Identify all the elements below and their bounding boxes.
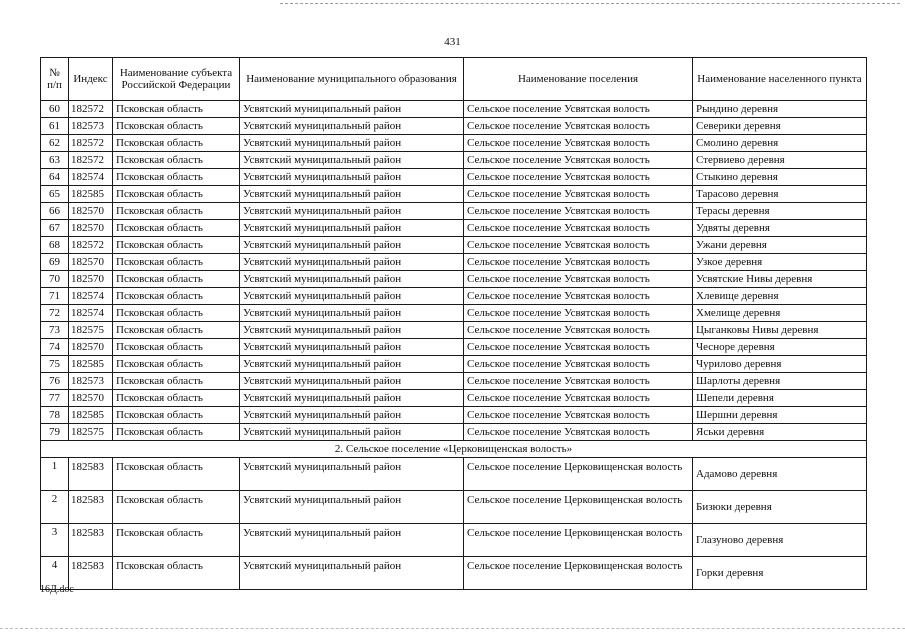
header-index: Индекс xyxy=(69,58,113,101)
municipality-name: Усвятский муниципальный район xyxy=(240,356,464,373)
locality-name: Удвяты деревня xyxy=(693,220,867,237)
municipality-name: Усвятский муниципальный район xyxy=(240,118,464,135)
settlement-name: Сельское поселение Усвятская волость xyxy=(464,271,693,288)
postal-index: 182573 xyxy=(69,373,113,390)
subject-name: Псковская область xyxy=(113,339,240,356)
locality-name: Чесноре деревня xyxy=(693,339,867,356)
postal-index: 182570 xyxy=(69,390,113,407)
postal-index: 182574 xyxy=(69,288,113,305)
table-row xyxy=(41,203,867,220)
settlement-name: Сельское поселение Усвятская волость xyxy=(464,186,693,203)
subject-name: Псковская область xyxy=(113,390,240,407)
municipality-name: Усвятский муниципальный район xyxy=(240,339,464,356)
subject-name: Псковская область xyxy=(113,271,240,288)
subject-name: Псковская область xyxy=(113,356,240,373)
table-row xyxy=(41,220,867,237)
row-number: 2 xyxy=(41,491,69,524)
row-number: 1 xyxy=(41,458,69,491)
locality-name: Тарасово деревня xyxy=(693,186,867,203)
subject-name: Псковская область xyxy=(113,135,240,152)
postal-index: 182585 xyxy=(69,407,113,424)
row-number: 75 xyxy=(41,356,69,373)
municipality-name: Усвятский муниципальный район xyxy=(240,373,464,390)
locality-name: Северики деревня xyxy=(693,118,867,135)
locality-name: Терасы деревня xyxy=(693,203,867,220)
settlement-name: Сельское поселение Усвятская волость xyxy=(464,305,693,322)
table-row xyxy=(41,237,867,254)
locality-name: Адамово деревня xyxy=(693,458,867,491)
municipality-name: Усвятский муниципальный район xyxy=(240,135,464,152)
table-row xyxy=(41,557,867,590)
scan-edge-top xyxy=(280,3,900,4)
table-row xyxy=(41,254,867,271)
locality-name: Хлевище деревня xyxy=(693,288,867,305)
municipality-name: Усвятский муниципальный район xyxy=(240,407,464,424)
subject-name: Псковская область xyxy=(113,169,240,186)
settlement-name: Сельское поселение Усвятская волость xyxy=(464,169,693,186)
municipality-name: Усвятский муниципальный район xyxy=(240,524,464,557)
settlement-name: Сельское поселение Усвятская волость xyxy=(464,288,693,305)
row-number: 60 xyxy=(41,101,69,118)
locality-name: Шершни деревня xyxy=(693,407,867,424)
row-number: 72 xyxy=(41,305,69,322)
postal-index: 182583 xyxy=(69,524,113,557)
row-number: 74 xyxy=(41,339,69,356)
settlement-name: Сельское поселение Усвятская волость xyxy=(464,339,693,356)
subject-name: Псковская область xyxy=(113,322,240,339)
header-subject: Наименование субъекта Российской Федерации xyxy=(113,58,240,101)
postal-index: 182572 xyxy=(69,152,113,169)
row-number: 3 xyxy=(41,524,69,557)
subject-name: Псковская область xyxy=(113,101,240,118)
subject-name: Псковская область xyxy=(113,557,240,590)
table-row xyxy=(41,135,867,152)
subject-name: Псковская область xyxy=(113,424,240,441)
postal-index: 182574 xyxy=(69,305,113,322)
table-row xyxy=(41,390,867,407)
postal-index: 182573 xyxy=(69,118,113,135)
postal-index: 182572 xyxy=(69,237,113,254)
row-number: 69 xyxy=(41,254,69,271)
postal-index: 182575 xyxy=(69,424,113,441)
locality-name: Шепели деревня xyxy=(693,390,867,407)
postal-index: 182583 xyxy=(69,557,113,590)
table-row xyxy=(41,407,867,424)
subject-name: Псковская область xyxy=(113,237,240,254)
municipality-name: Усвятский муниципальный район xyxy=(240,288,464,305)
row-number: 78 xyxy=(41,407,69,424)
table-row xyxy=(41,101,867,118)
municipality-name: Усвятский муниципальный район xyxy=(240,186,464,203)
row-number: 65 xyxy=(41,186,69,203)
municipality-name: Усвятский муниципальный район xyxy=(240,458,464,491)
row-number: 67 xyxy=(41,220,69,237)
locality-name: Шарлоты деревня xyxy=(693,373,867,390)
subject-name: Псковская область xyxy=(113,203,240,220)
table-row xyxy=(41,373,867,390)
header-row xyxy=(41,58,867,101)
row-number: 68 xyxy=(41,237,69,254)
locality-name: Цыганковы Нивы деревня xyxy=(693,322,867,339)
postal-index: 182585 xyxy=(69,186,113,203)
settlement-name: Сельское поселение Усвятская волость xyxy=(464,220,693,237)
locality-name: Хмелище деревня xyxy=(693,305,867,322)
row-number: 76 xyxy=(41,373,69,390)
municipality-name: Усвятский муниципальный район xyxy=(240,271,464,288)
settlement-name: Сельское поселение Усвятская волость xyxy=(464,322,693,339)
footer-filename: 16Д.doc xyxy=(40,584,74,595)
locality-name: Бизюки деревня xyxy=(693,491,867,524)
subject-name: Псковская область xyxy=(113,186,240,203)
row-number: 63 xyxy=(41,152,69,169)
locality-name: Горки деревня xyxy=(693,557,867,590)
subject-name: Псковская область xyxy=(113,524,240,557)
locality-name: Рындино деревня xyxy=(693,101,867,118)
subject-name: Псковская область xyxy=(113,305,240,322)
locality-name: Стыкино деревня xyxy=(693,169,867,186)
municipality-name: Усвятский муниципальный район xyxy=(240,220,464,237)
subject-name: Псковская область xyxy=(113,220,240,237)
row-number: 71 xyxy=(41,288,69,305)
section-row xyxy=(41,441,867,458)
postal-index: 182572 xyxy=(69,101,113,118)
row-number: 66 xyxy=(41,203,69,220)
subject-name: Псковская область xyxy=(113,458,240,491)
settlement-name: Сельское поселение Усвятская волость xyxy=(464,118,693,135)
table-header xyxy=(41,58,867,101)
row-number: 70 xyxy=(41,271,69,288)
settlement-name: Сельское поселение Усвятская волость xyxy=(464,254,693,271)
locality-name: Усвятские Нивы деревня xyxy=(693,271,867,288)
municipality-name: Усвятский муниципальный район xyxy=(240,237,464,254)
settlement-name: Сельское поселение Усвятская волость xyxy=(464,101,693,118)
municipality-name: Усвятский муниципальный район xyxy=(240,203,464,220)
locality-name: Стервиево деревня xyxy=(693,152,867,169)
municipality-name: Усвятский муниципальный район xyxy=(240,424,464,441)
municipality-name: Усвятский муниципальный район xyxy=(240,322,464,339)
settlement-name: Сельское поселение Церковищенская волость xyxy=(464,458,693,491)
row-number: 77 xyxy=(41,390,69,407)
row-number: 62 xyxy=(41,135,69,152)
settlement-name: Сельское поселение Церковищенская волость xyxy=(464,524,693,557)
table-row xyxy=(41,186,867,203)
table-body xyxy=(41,101,867,590)
municipality-name: Усвятский муниципальный район xyxy=(240,305,464,322)
table-row xyxy=(41,152,867,169)
subject-name: Псковская область xyxy=(113,254,240,271)
row-number: 61 xyxy=(41,118,69,135)
postal-index: 182570 xyxy=(69,254,113,271)
table-row xyxy=(41,271,867,288)
locality-name: Ужани деревня xyxy=(693,237,867,254)
section-heading: 2. Сельское поселение «Церковищенская волость» xyxy=(41,441,867,458)
settlements-table xyxy=(40,57,867,590)
postal-index: 182583 xyxy=(69,491,113,524)
table-row xyxy=(41,322,867,339)
settlement-name: Сельское поселение Усвятская волость xyxy=(464,203,693,220)
table-row xyxy=(41,118,867,135)
subject-name: Псковская область xyxy=(113,491,240,524)
page-number: 431 xyxy=(444,36,461,48)
locality-name: Смолино деревня xyxy=(693,135,867,152)
subject-name: Псковская область xyxy=(113,118,240,135)
table-row xyxy=(41,524,867,557)
settlement-name: Сельское поселение Усвятская волость xyxy=(464,356,693,373)
locality-name: Чурилово деревня xyxy=(693,356,867,373)
postal-index: 182583 xyxy=(69,458,113,491)
settlement-name: Сельское поселение Усвятская волость xyxy=(464,407,693,424)
subject-name: Псковская область xyxy=(113,288,240,305)
header-number: № п/п xyxy=(41,58,69,101)
postal-index: 182575 xyxy=(69,322,113,339)
table-row xyxy=(41,458,867,491)
subject-name: Псковская область xyxy=(113,407,240,424)
settlement-name: Сельское поселение Церковищенская волость xyxy=(464,557,693,590)
subject-name: Псковская область xyxy=(113,373,240,390)
settlement-name: Сельское поселение Усвятская волость xyxy=(464,373,693,390)
subject-name: Псковская область xyxy=(113,152,240,169)
header-settlement: Наименование поселения xyxy=(464,58,693,101)
table-row xyxy=(41,356,867,373)
settlement-name: Сельское поселение Усвятская волость xyxy=(464,152,693,169)
row-number: 4 xyxy=(41,557,69,590)
table-row xyxy=(41,305,867,322)
municipality-name: Усвятский муниципальный район xyxy=(240,557,464,590)
scan-edge-bottom xyxy=(0,628,905,629)
header-municipality: Наименование муниципального образования xyxy=(240,58,464,101)
municipality-name: Усвятский муниципальный район xyxy=(240,390,464,407)
postal-index: 182570 xyxy=(69,220,113,237)
settlement-name: Сельское поселение Усвятская волость xyxy=(464,237,693,254)
table-row xyxy=(41,424,867,441)
postal-index: 182570 xyxy=(69,339,113,356)
municipality-name: Усвятский муниципальный район xyxy=(240,169,464,186)
settlement-name: Сельское поселение Усвятская волость xyxy=(464,390,693,407)
municipality-name: Усвятский муниципальный район xyxy=(240,254,464,271)
row-number: 64 xyxy=(41,169,69,186)
table-row xyxy=(41,288,867,305)
row-number: 73 xyxy=(41,322,69,339)
locality-name: Узкое деревня xyxy=(693,254,867,271)
municipality-name: Усвятский муниципальный район xyxy=(240,491,464,524)
settlement-name: Сельское поселение Усвятская волость xyxy=(464,135,693,152)
postal-index: 182570 xyxy=(69,271,113,288)
municipality-name: Усвятский муниципальный район xyxy=(240,152,464,169)
settlement-name: Сельское поселение Усвятская волость xyxy=(464,424,693,441)
postal-index: 182572 xyxy=(69,135,113,152)
table-row xyxy=(41,339,867,356)
municipality-name: Усвятский муниципальный район xyxy=(240,101,464,118)
settlement-name: Сельское поселение Церковищенская волость xyxy=(464,491,693,524)
header-locality: Наименование населенного пункта xyxy=(693,58,867,101)
table-row xyxy=(41,169,867,186)
locality-name: Яськи деревня xyxy=(693,424,867,441)
table-row xyxy=(41,491,867,524)
row-number: 79 xyxy=(41,424,69,441)
postal-index: 182585 xyxy=(69,356,113,373)
postal-index: 182570 xyxy=(69,203,113,220)
locality-name: Глазуново деревня xyxy=(693,524,867,557)
postal-index: 182574 xyxy=(69,169,113,186)
